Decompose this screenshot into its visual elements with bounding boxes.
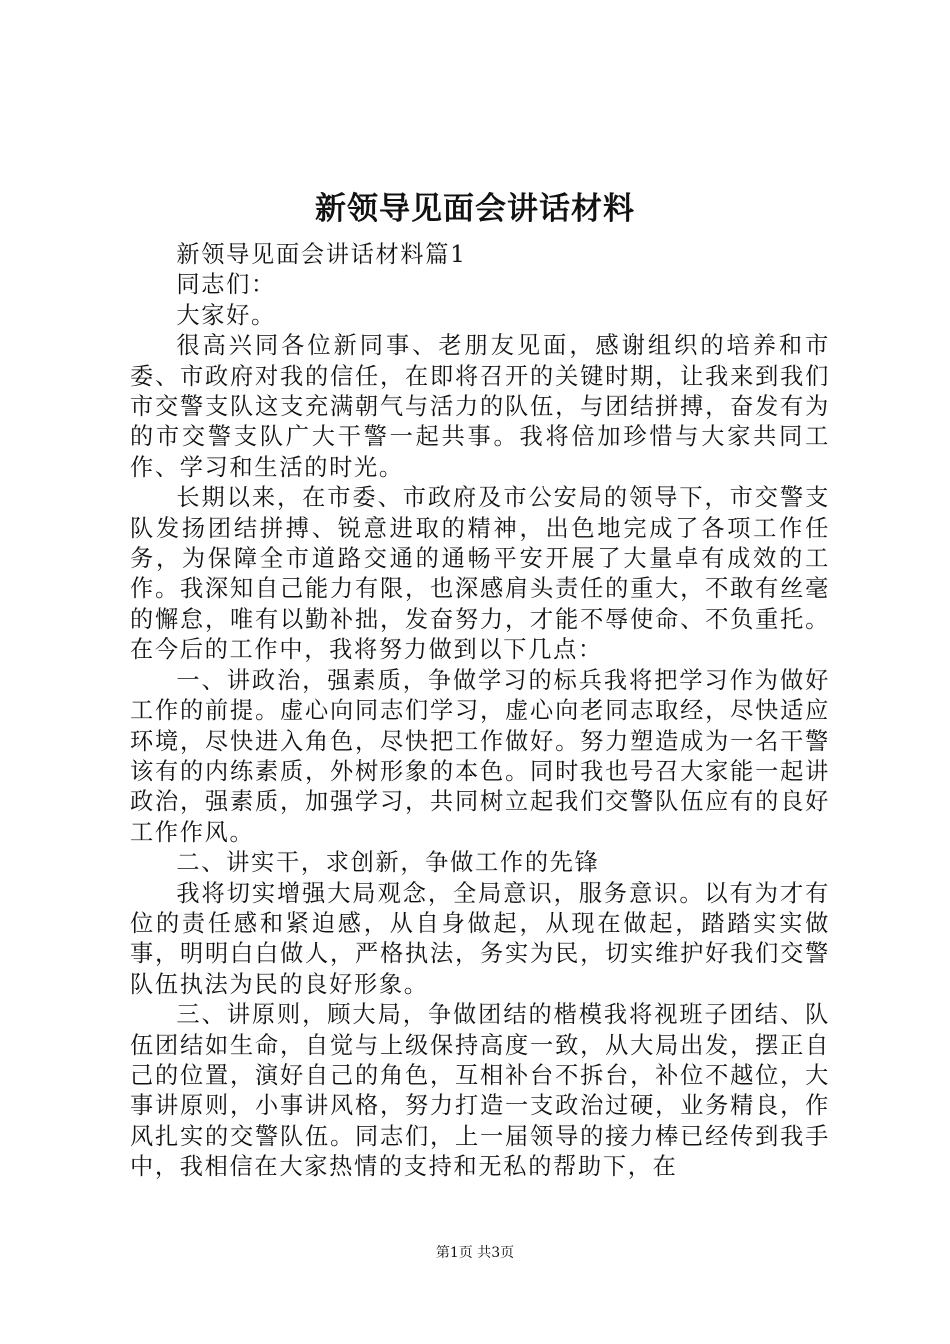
paragraph: 三、讲原则，顾大局，争做团结的楷模我将视班子团结、队伍团结如生命，自觉与上级保持高度一致，从大局出发，摆正自己的位置，演好自己的角色，互相补台不拆台，补位不越位，大事讲原则，小事讲风格，努力打造一支政治过硬，业务精良，作风扎实的交警队伍。同志们，上一届领导的接力棒已经传到我手中，我相信在大家热情的支持和无私的帮助下，在 [130, 1001, 830, 1181]
document-body [130, 240, 830, 1183]
paragraph: 长期以来，在市委、市政府及市公安局的领导下，市交警支队发扬团结拼搏、锐意进取的精神，出色地完成了各项工作任务，为保障全市道路交通的通畅平安开展了大量卓有成效的工作。我深知自己能力有限，也深感肩头责任的重大，不敢有丝毫的懈怠，唯有以勤补拙，发奋努力，才能不辱使命、不负重托。在今后的工作中，我将努力做到以下几点： [130, 484, 830, 664]
document-title: 新领导见面会讲话材料 [315, 191, 635, 227]
paragraph-salutation: 同志们： [176, 271, 276, 299]
paragraph-heading: 二、讲实干，求创新，争做工作的先锋 [176, 849, 600, 877]
paragraph: 很高兴同各位新同事、老朋友见面，感谢组织的培养和市委、市政府对我的信任，在即将召开的关键时期，让我来到我们市交警支队这支充满朝气与活力的队伍，与团结拼搏，奋发有为的市交警支队广大干警一起共事。我将倍加珍惜与大家共同工作、学习和生活的时光。 [130, 332, 830, 481]
paragraph: 一、讲政治，强素质，争做学习的标兵我将把学习作为做好工作的前提。虚心向同志们学习，虚心向老同志取经，尽快适应环境，尽快进入角色，尽快把工作做好。努力塑造成为一名干警该有的内练素质，外树形象的本色。同时我也号召大家能一起讲政治，强素质，加强学习，共同树立起我们交警队伍应有的良好工作作风。 [130, 666, 830, 846]
paragraph-greeting: 大家好。 [176, 301, 276, 329]
paragraph: 我将切实增强大局观念，全局意识，服务意识。以有为才有位的责任感和紧迫感，从自身做起，从现在做起，踏踏实实做事，明明白白做人，严格执法，务实为民，切实维护好我们交警队伍执法为民的良好形象。 [130, 879, 830, 998]
paragraph-subtitle: 新领导见面会讲话材料篇1 [176, 241, 467, 268]
page-footer: 第1页 共3页 [435, 1245, 515, 1261]
